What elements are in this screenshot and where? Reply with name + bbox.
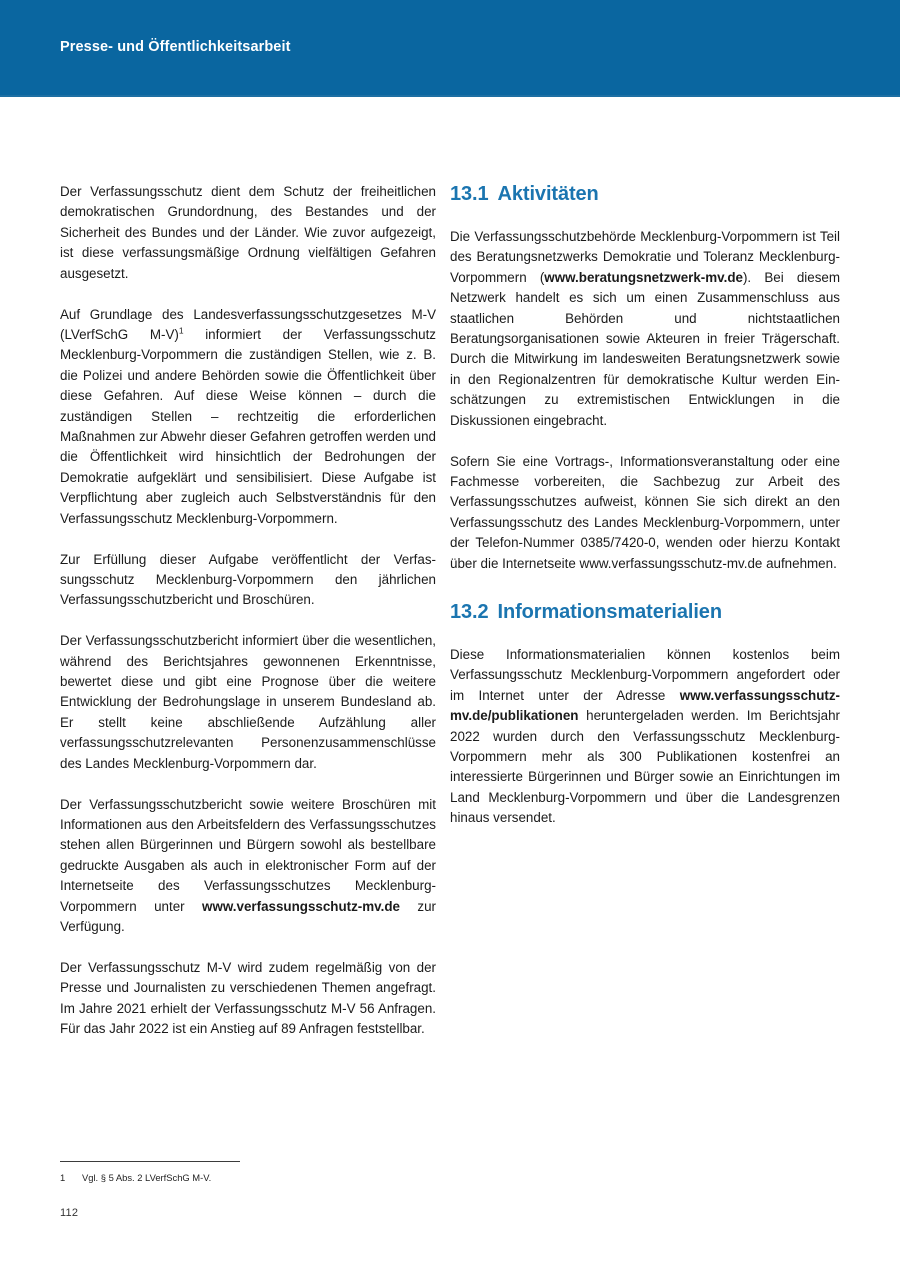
website-url-beratungsnetzwerk: www.beratungsnetzwerk-mv.de bbox=[544, 269, 743, 285]
paragraph-informationsmaterialien-part1: Diese Informationsmaterialien können kostenlos beim Verfassungsschutz Mecklenburg-Vorpommern angefordert oder im Internet unter der Adresse bbox=[450, 647, 840, 703]
paragraph-report-content: Der Verfassungsschutzbericht informiert über die wesentlichen, während des Berichtsjahres gewonnenen Erkenntnisse, bewertet diese und gibt eine Prognose über die weitere Entwicklung der Bedrohungslage in unserem Bundesland ab. Er stellt keine abschließende Aufzählung aller verfassungsschutzrelevanten Personenzusammenschlüsse des Landes Mecklenburg-Vorpommern dar. bbox=[60, 633, 436, 771]
footnote-item bbox=[60, 1171, 436, 1185]
section-title-13-2: Informationsmaterialien bbox=[497, 601, 722, 623]
section-title-13-1: Aktivitäten bbox=[497, 183, 599, 205]
right-text-column bbox=[450, 182, 840, 829]
page-header-banner bbox=[0, 0, 900, 97]
header-bottom-rule bbox=[0, 95, 900, 97]
section-heading-13-1 bbox=[450, 182, 840, 207]
footnote-separator-rule bbox=[60, 1161, 240, 1162]
section-heading-13-2 bbox=[450, 600, 840, 625]
website-url-publikationen: www.verfassungsschutz-mv.de/publikationen bbox=[450, 687, 840, 724]
paragraph-vortraege-kontakt: Sofern Sie eine Vortrags-, Informationsveranstaltung oder eine Fachmesse vorbereiten, die Sachbezug zur Arbeit des Verfassungsschutzes aufweist, können Sie sich direkt an den Verfassungsschutz des Landes Mecklenburg-Vorpommern, unter der Telefon-Nummer 0385/7420-0, wenden oder hierzu Kontakt über die Internetseite www.verfassungsschutz-mv.de aufnehmen. bbox=[450, 453, 840, 571]
footnote-number: 1 bbox=[60, 1172, 66, 1183]
footnote-area bbox=[60, 1161, 436, 1185]
footnote-reference-marker: 1 bbox=[178, 325, 184, 336]
footnote-text: Vgl. § 5 Abs. 2 LVerfSchG M-V. bbox=[82, 1172, 212, 1183]
paragraph-press-inquiries: Der Verfassungsschutz M-V wird zudem regelmäßig von der Presse und Journalisten zu verschiedenen Themen angefragt. Im Jahre 2021 erhielt der Verfassungsschutz M-V 56 Anfragen. Für das Jahr 2022 ist ein Anstieg auf 89 Anfragen feststellbar. bbox=[60, 959, 436, 1037]
paragraph-legal-basis-part1: Auf Grundlage des Landesverfassungsschutzgesetzes M-V (LVerfSchG M-V) bbox=[60, 306, 436, 342]
paragraph-intro: Der Verfassungsschutz dient dem Schutz der freiheitlichen demokratischen Grundordnung, des Bestandes und der Sicherheit des Bundes und der Länder. Wie zuvor aufgezeigt, ist diese verfassungsmäßige Ordnung vielfältigen Gefahren ausgesetzt. bbox=[60, 184, 436, 281]
paragraph-beratungsnetzwerk-part2: ). Bei diesem Netzwerk handelt es sich um einen Zusammenschluss aus staatlichen Behörden und nichtstaatlichen Beratungsorganisationen sowie Akteuren in freier Trägerschaft. Durch die Mitwirkung im landesweiten Beratungsnetzwerk sowie in den Regionalzentren für demokratische Kultur werden Einschätzungen zu extremistischen Entwicklungen in die Diskussionen eingebracht. bbox=[450, 269, 841, 428]
left-text-column bbox=[60, 182, 436, 1040]
paragraph-informationsmaterialien-part2: heruntergeladen werden. Im Berichtsjahr 2022 wurden durch den Verfassungsschutz Mecklenburg-Vorpommern mehr als 300 Publikationen kostenfrei an interessierte Bürgerinnen und Bürger sowie an Einrichtungen im Land Mecklenburg-Vorpommern und über die Landesgrenzen hinaus versendet. bbox=[450, 708, 840, 826]
paragraph-legal-basis bbox=[60, 305, 436, 529]
paragraph-legal-basis-part2: informiert der Verfassungsschutz Mecklenburg-Vorpommern die zuständigen Stellen, wie z. B. die Polizei und andere Behörden sowie die Öffentlichkeit über diese Gefahren. Auf diese Weise können – durch die zuständigen Stellen – rechtzeitig die erforderlichen Maßnahmen zur Abwehr dieser Gefahren getroffen werden und die Öffentlichkeit wird hinsichtlich der Bedrohungen der Demokratie aufgeklärt und sensibilisiert. Diese Aufgabe ist Verpflichtung aber zugleich auch Selbstverständnis für den Verfassungsschutz Mecklenburg-Vorpommern. bbox=[60, 326, 436, 526]
paragraph-beratungsnetzwerk bbox=[450, 227, 840, 431]
paragraph-brochures-part2: zur Verfügung. bbox=[60, 898, 436, 934]
paragraph-brochures bbox=[60, 795, 436, 938]
section-number-13-2: 13.2 bbox=[450, 601, 489, 623]
paragraph-brochures-part1: Der Verfassungsschutzbericht sowie weitere Broschüren mit Informationen aus den Arbeitsfeldern des Verfassungsschutzes stehen allen Bürgerinnen und Bürgern sowohl als bestellbare gedruckte Ausgaben als auch in elektronischer Form auf der Internetseite des Verfassungsschutzes Mecklenburg-Vorpommern unter bbox=[60, 796, 436, 914]
website-url-verfassungsschutz: www.verfassungsschutz-mv.de bbox=[202, 898, 400, 914]
section-number-13-1: 13.1 bbox=[450, 183, 489, 205]
paragraph-annual-report: Zur Erfüllung dieser Aufgabe veröffentlicht der Verfassungsschutz Mecklenburg-Vorpommern den jährlichen Verfassungsschutzbericht und Broschüren. bbox=[60, 551, 436, 608]
paragraph-informationsmaterialien bbox=[450, 645, 840, 829]
running-head-title: Presse- und Öffentlichkeitsarbeit bbox=[60, 39, 291, 55]
page-number: 112 bbox=[60, 1207, 79, 1219]
paragraph-beratungsnetzwerk-part1: Die Verfassungsschutzbehörde Mecklenburg-Vorpommern ist Teil des Beratungsnetzwerks Demokratie und Toleranz Mecklenburg-Vorpommern ( bbox=[450, 229, 840, 285]
